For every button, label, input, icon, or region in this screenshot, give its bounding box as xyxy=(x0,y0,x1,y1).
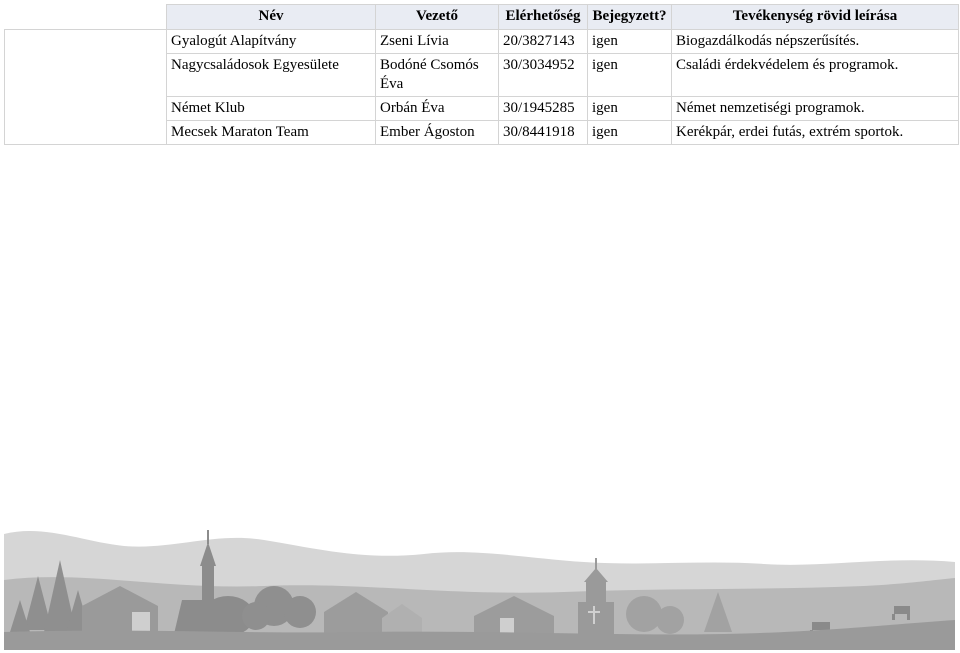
cell-nev: Mecsek Maraton Team xyxy=(167,121,376,145)
cell-nev: Gyalogút Alapítvány xyxy=(167,30,376,54)
cell-bejegyzett: igen xyxy=(588,97,672,121)
cell-bejegyzett: igen xyxy=(588,30,672,54)
cell-bejegyzett: igen xyxy=(588,121,672,145)
cell-nev: Német Klub xyxy=(167,97,376,121)
cell-elerhetoseg: 30/3034952 xyxy=(499,54,588,97)
header-vezeto: Vezető xyxy=(376,5,499,30)
cell-bejegyzett: igen xyxy=(588,54,672,97)
cell-nev: Nagycsaládosok Egyesülete xyxy=(167,54,376,97)
cell-vezeto: Bodóné Csomós Éva xyxy=(376,54,499,97)
cell-vezeto: Zseni Lívia xyxy=(376,30,499,54)
header-tevekenyseg: Tevékenység rövid leírása xyxy=(672,5,959,30)
cell-vezeto: Ember Ágoston xyxy=(376,121,499,145)
row-spacer-cell xyxy=(5,30,167,145)
cell-vezeto: Orbán Éva xyxy=(376,97,499,121)
header-bejegyzett: Bejegyzett? xyxy=(588,5,672,30)
village-silhouette-illustration xyxy=(4,520,955,650)
cell-tevekenyseg: Német nemzetiségi programok. xyxy=(672,97,959,121)
organizations-table xyxy=(4,4,959,145)
cell-tevekenyseg: Kerékpár, erdei futás, extrém sportok. xyxy=(672,121,959,145)
table-row xyxy=(5,30,959,54)
table-header-row xyxy=(5,5,959,30)
header-spacer xyxy=(5,5,167,30)
cell-elerhetoseg: 20/3827143 xyxy=(499,30,588,54)
header-nev: Név xyxy=(167,5,376,30)
header-elerhetoseg: Elérhetőség xyxy=(499,5,588,30)
cell-tevekenyseg: Biogazdálkodás népszerűsítés. xyxy=(672,30,959,54)
cell-elerhetoseg: 30/8441918 xyxy=(499,121,588,145)
cell-elerhetoseg: 30/1945285 xyxy=(499,97,588,121)
cell-tevekenyseg: Családi érdekvédelem és programok. xyxy=(672,54,959,97)
